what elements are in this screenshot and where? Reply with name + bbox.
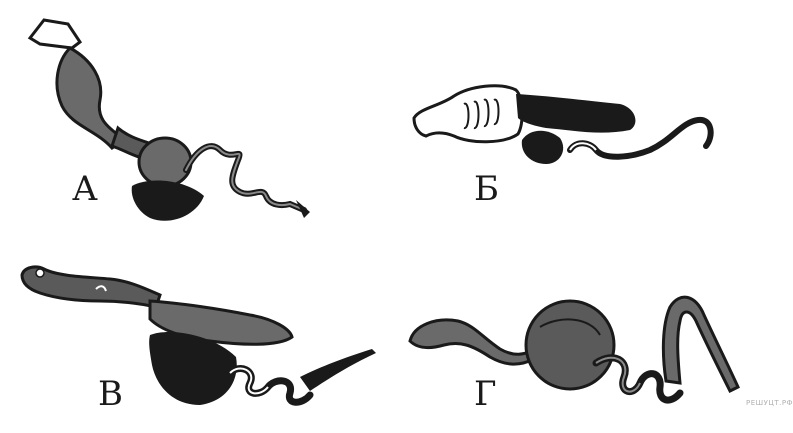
figure-g (400, 245, 793, 433)
figure-b (400, 0, 793, 240)
digestive-system-a-drawing (0, 0, 380, 240)
label-a: А (72, 169, 98, 209)
digestive-system-v-drawing (0, 245, 400, 433)
digestive-system-b-drawing (400, 0, 793, 240)
figure-a (0, 0, 380, 240)
label-v: В (98, 374, 123, 414)
figure-v (0, 245, 400, 433)
watermark-text: РЕШУЦТ.РФ (746, 399, 793, 407)
label-g: Г (474, 374, 497, 414)
label-b: Б (474, 169, 499, 209)
digestive-system-g-drawing (400, 245, 793, 433)
